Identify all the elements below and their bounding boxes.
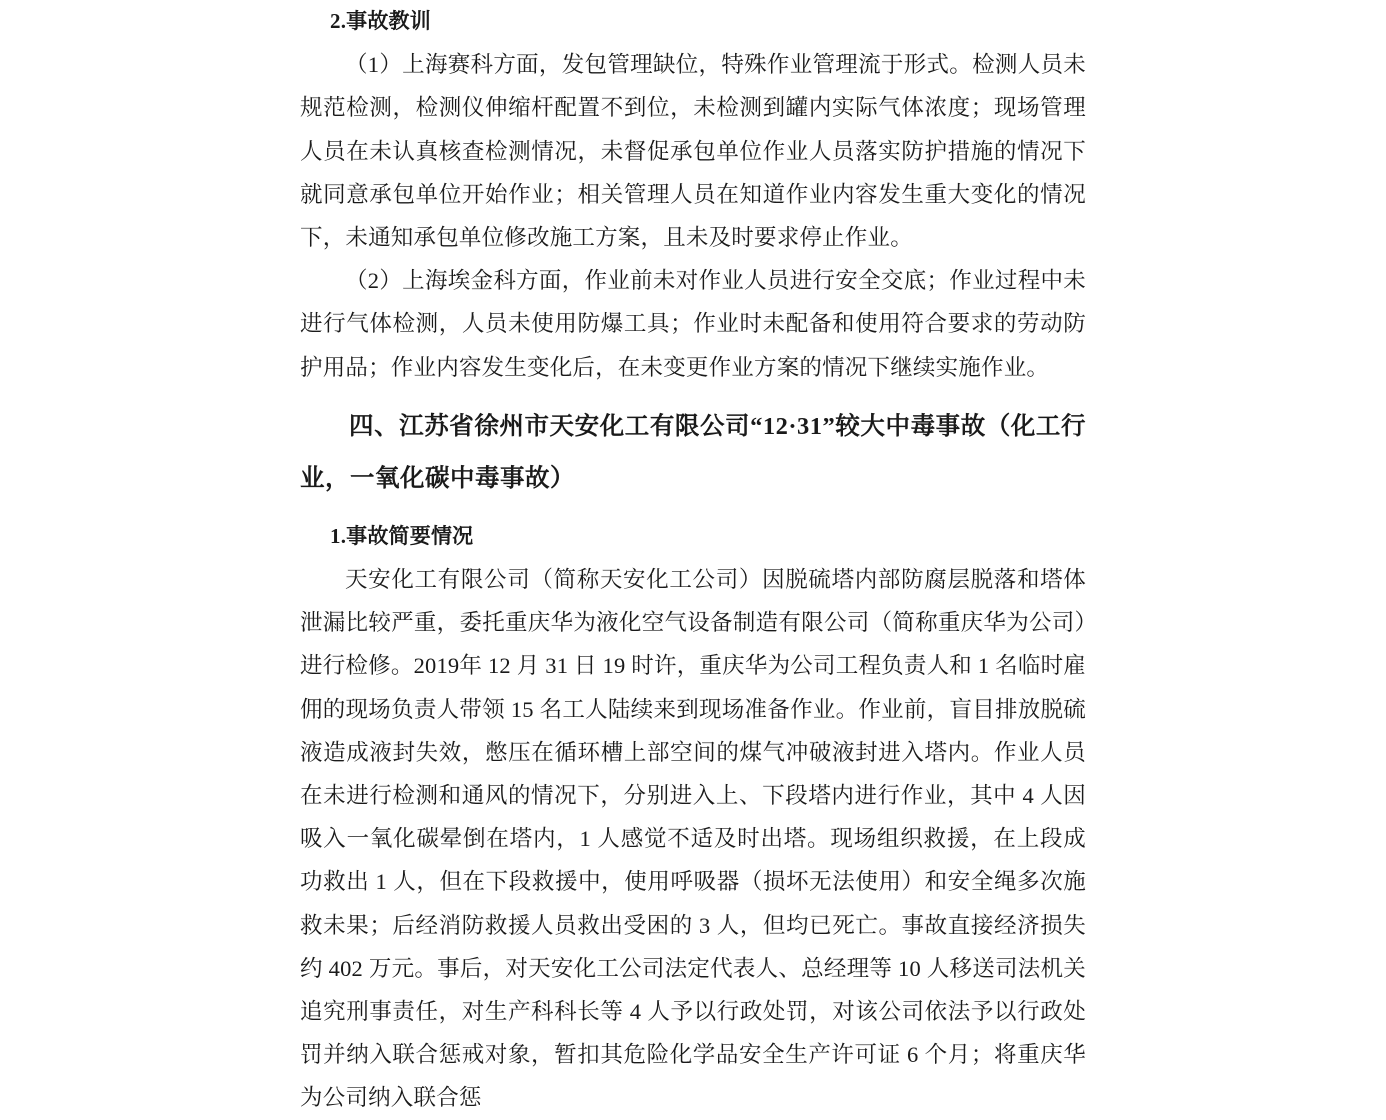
- paragraph-lesson-two: （2）上海埃金科方面，作业前未对作业人员进行安全交底；作业过程中未进行气体检测，人员未使用防爆工具；作业时未配备和使用符合要求的劳动防护用品；作业内容发生变化后，在未变更作业方案的情况下继续实施作业。: [300, 268, 1086, 380]
- section-heading-four: 四、江苏省徐州市天安化工有限公司“12·31”较大中毒事故（化工行业，一氧化碳中毒事故）: [300, 412, 1086, 492]
- paragraph-lesson-one: （1）上海赛科方面，发包管理缺位，特殊作业管理流于形式。检测人员未规范检测，检测仪伸缩杆配置不到位，未检测到罐内实际气体浓度；现场管理人员在未认真核查检测情况，未督促承包单位作业人员落实防护措施的情况下就同意承包单位开始作业；相关管理人员在知道作业内容发生重大变化的情况下，未通知承包单位修改施工方案，且未及时要求停止作业。: [300, 52, 1086, 251]
- heading-accident-lessons: 2.事故教训: [330, 9, 431, 33]
- heading-accident-summary: 1.事故简要情况: [330, 523, 474, 548]
- document-body: [300, 0, 1086, 1120]
- paragraph-accident-summary: 天安化工有限公司（简称天安化工公司）因脱硫塔内部防腐层脱落和塔体泄漏比较严重，委托重庆华为液化空气设备制造有限公司（简称重庆华为公司）进行检修。2019年 12 月 31 日 19 时许，重庆华为公司工程负责人和 1 名临时雇佣的现场负责人带领 15 名工人陆续来到现场准备作业。作业前，盲目排放脱硫液造成液封失效，憋压在循环槽上部空间的煤气冲破液封进入塔内。作业人员在未进行检测和通风的情况下，分别进入上、下段塔内进行作业，其中 4 人因吸入一氧化碳晕倒在塔内，1 人感觉不适及时出塔。现场组织救援，在上段成功救出 1 人，但在下段救援中，使用呼吸器（损坏无法使用）和安全绳多次施救未果；后经消防救援人员救出受困的 3 人，但均已死亡。事故直接经济损失约 402 万元。事后，对天安化工公司法定代表人、总经理等 10 人移送司法机关追究刑事责任，对生产科科长等 4 人予以行政处罚，对该公司依法予以行政处罚并纳入联合惩戒对象，暂扣其危险化学品安全生产许可证 6 个月；将重庆华为公司纳入联合惩: [300, 567, 1086, 1111]
